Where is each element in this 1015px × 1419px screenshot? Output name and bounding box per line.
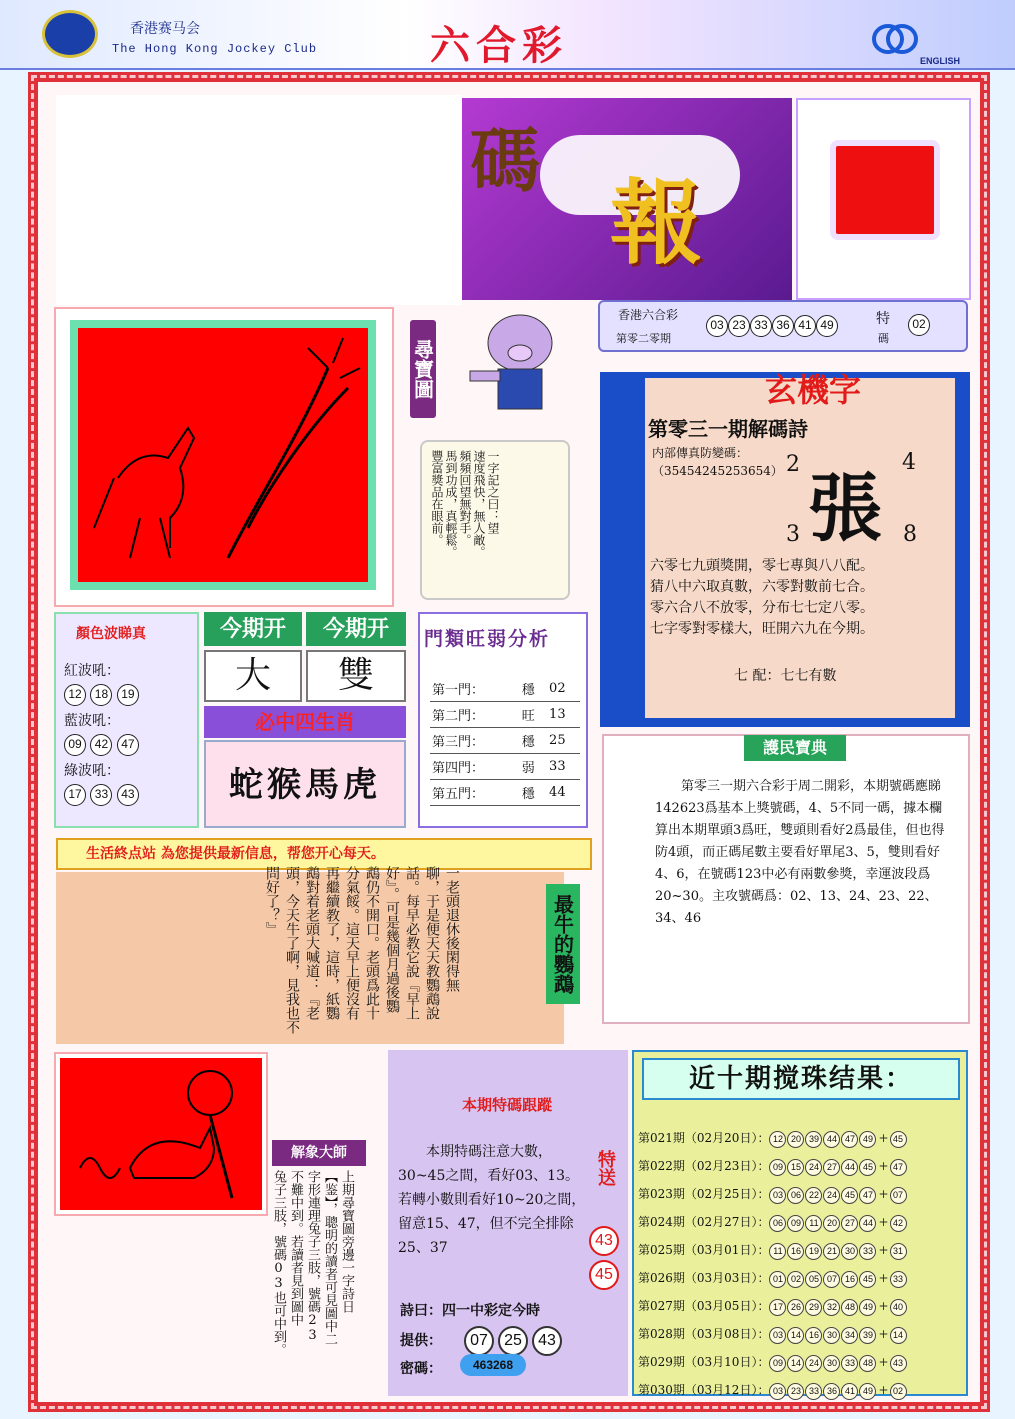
draw-label: 第030期（03月12日）： bbox=[638, 1383, 770, 1397]
wave-ball: 09 bbox=[64, 734, 86, 756]
draw-ball: 14 bbox=[787, 1355, 804, 1372]
table-row bbox=[430, 780, 580, 806]
list-item bbox=[638, 1236, 908, 1264]
draw-ball: 14 bbox=[787, 1327, 804, 1344]
rabbit-picture bbox=[56, 1054, 266, 1214]
xuanji-verse bbox=[650, 556, 874, 640]
draw-ball: 16 bbox=[805, 1327, 822, 1344]
corner-digit: 3 bbox=[786, 522, 800, 547]
special-send-balls bbox=[589, 1226, 623, 1294]
pig-mascot-icon bbox=[450, 305, 580, 425]
wave-ball: 19 bbox=[117, 684, 139, 706]
list-item bbox=[638, 1124, 908, 1152]
door-number: 44 bbox=[547, 780, 580, 806]
banner-char-bao: 報 bbox=[610, 169, 703, 277]
story-line: 分氣餒。這天早上便沒有 bbox=[344, 866, 360, 1020]
draw-ball: 20 bbox=[787, 1131, 804, 1148]
wave-ball: 17 bbox=[64, 784, 86, 806]
draw-ball: 47 bbox=[859, 1187, 876, 1204]
wave-ball: 33 bbox=[90, 784, 112, 806]
blue-wave-label: 藍波吼： bbox=[64, 713, 120, 729]
draw-ball: 33 bbox=[841, 1355, 858, 1372]
draw-ball: 24 bbox=[823, 1187, 840, 1204]
provide-ball: 25 bbox=[498, 1326, 528, 1356]
draw-label: 第027期（03月05日）： bbox=[638, 1299, 770, 1313]
result-period: 第零二零期 bbox=[616, 332, 671, 345]
horse-drawing-icon bbox=[78, 328, 368, 582]
special-label-ma: 碼 bbox=[878, 332, 889, 345]
draw-ball: 48 bbox=[859, 1355, 876, 1372]
list-item bbox=[638, 1208, 908, 1236]
door-name: 第四門： bbox=[430, 754, 520, 780]
verse-line: 六零七九頭獎開，零七專與八八配。 bbox=[650, 558, 874, 574]
inside-fax-label: 内部傳真防變碼： bbox=[652, 446, 749, 460]
table-row bbox=[430, 728, 580, 754]
mystery-character: 張 bbox=[808, 466, 882, 552]
draw-ball: 49 bbox=[859, 1383, 876, 1400]
draw-ball: 02 bbox=[787, 1271, 804, 1288]
master-text bbox=[270, 1170, 355, 1398]
open-value-size: 大 bbox=[204, 650, 302, 702]
rings-icon[interactable] bbox=[870, 22, 920, 56]
plus-sign: + bbox=[878, 1383, 889, 1397]
verse-line: 猜八中六取真數，六零對數前七合。 bbox=[650, 579, 874, 595]
draw-ball: 36 bbox=[823, 1383, 840, 1400]
draw-ball: 30 bbox=[841, 1243, 858, 1260]
draw-ball: 09 bbox=[769, 1159, 786, 1176]
draw-ball: 27 bbox=[823, 1159, 840, 1176]
result-ball: 03 bbox=[706, 315, 728, 337]
draw-label: 第028期（03月08日）： bbox=[638, 1327, 770, 1341]
draw-ball: 19 bbox=[805, 1243, 822, 1260]
door-state: 穩 bbox=[520, 728, 547, 754]
club-name-cn: 香港赛马会 bbox=[130, 20, 200, 36]
password-value: 463268 bbox=[460, 1354, 526, 1376]
draw-special-ball: 02 bbox=[890, 1383, 907, 1400]
send-ball: 45 bbox=[589, 1260, 619, 1290]
draw-special-ball: 31 bbox=[890, 1243, 907, 1260]
xuanji-last-line: 七 配：七七有數 bbox=[734, 668, 837, 684]
draw-special-ball: 42 bbox=[890, 1215, 907, 1232]
draw-ball: 01 bbox=[769, 1271, 786, 1288]
story-title: 最牛的鸚鵡 bbox=[546, 884, 580, 1004]
lantern-icon bbox=[830, 140, 940, 240]
result-ball: 33 bbox=[750, 315, 772, 337]
story-line: 鵡對着老頭大喊道：『老 bbox=[304, 866, 320, 1020]
draw-ball: 27 bbox=[841, 1215, 858, 1232]
list-item bbox=[638, 1292, 908, 1320]
result-label: 香港六合彩 bbox=[618, 308, 679, 322]
door-state: 穩 bbox=[520, 676, 547, 702]
draw-ball: 49 bbox=[859, 1131, 876, 1148]
door-number: 02 bbox=[547, 676, 580, 702]
draw-ball: 03 bbox=[769, 1187, 786, 1204]
draw-ball: 26 bbox=[787, 1299, 804, 1316]
special-ball-value: 02 bbox=[908, 314, 930, 336]
color-wave-list bbox=[64, 660, 139, 810]
draw-ball: 49 bbox=[859, 1299, 876, 1316]
list-item bbox=[638, 1152, 908, 1180]
draw-ball: 44 bbox=[859, 1215, 876, 1232]
red-wave-label: 紅波吼： bbox=[64, 663, 120, 679]
draw-ball: 22 bbox=[805, 1187, 822, 1204]
draw-ball: 48 bbox=[841, 1299, 858, 1316]
plus-sign: + bbox=[878, 1159, 889, 1173]
draw-ball: 39 bbox=[805, 1131, 822, 1148]
table-row bbox=[430, 754, 580, 780]
special-tracking-header: 本期特碼跟蹤 bbox=[461, 1096, 552, 1114]
door-name: 第五門： bbox=[430, 780, 520, 806]
story-line: 問好了？』 bbox=[264, 866, 280, 936]
draw-ball: 09 bbox=[769, 1355, 786, 1372]
wave-ball: 47 bbox=[117, 734, 139, 756]
draw-label: 第026期（03月03日）： bbox=[638, 1271, 770, 1285]
draw-special-ball: 14 bbox=[890, 1327, 907, 1344]
plus-sign: + bbox=[878, 1271, 889, 1285]
door-state: 弱 bbox=[520, 754, 547, 780]
green-wave-label: 綠波吼： bbox=[64, 763, 120, 779]
blank-panel bbox=[56, 95, 462, 305]
draw-label: 第024期（02月27日）： bbox=[638, 1215, 770, 1229]
jockey-club-logo-icon[interactable] bbox=[42, 10, 98, 58]
banner-char-ma: 碼 bbox=[470, 119, 540, 202]
draw-ball: 05 bbox=[805, 1271, 822, 1288]
draw-ball: 45 bbox=[859, 1271, 876, 1288]
draw-ball: 44 bbox=[823, 1131, 840, 1148]
special-ball bbox=[908, 313, 930, 336]
open-header-1: 今期开 bbox=[204, 612, 302, 646]
master-line: 【鉴】，聰明的讀者可見圖中二 bbox=[322, 1170, 337, 1346]
draw-ball: 41 bbox=[841, 1383, 858, 1400]
story-line: 再繼續教了，這時，紙鸚 bbox=[324, 866, 340, 1020]
draw-label: 第029期（03月10日）： bbox=[638, 1355, 770, 1369]
draw-ball: 33 bbox=[859, 1243, 876, 1260]
wave-ball: 42 bbox=[90, 734, 112, 756]
corner-digit: 4 bbox=[902, 450, 916, 475]
draw-ball: 11 bbox=[769, 1243, 786, 1260]
plus-sign: + bbox=[878, 1215, 889, 1229]
zodiac-header: 必中四生肖 bbox=[204, 706, 406, 738]
draw-ball: 03 bbox=[769, 1327, 786, 1344]
draw-ball: 16 bbox=[787, 1243, 804, 1260]
door-analysis-title: 門類旺弱分析 bbox=[424, 628, 551, 650]
provide-ball: 07 bbox=[464, 1326, 494, 1356]
blue-wave-balls bbox=[64, 734, 139, 756]
recent-results-header: 近十期搅珠结果： bbox=[642, 1058, 960, 1100]
draw-ball: 45 bbox=[841, 1187, 858, 1204]
door-analysis-table bbox=[430, 676, 580, 806]
draw-ball: 07 bbox=[823, 1271, 840, 1288]
draw-ball: 29 bbox=[805, 1299, 822, 1316]
list-item bbox=[638, 1376, 908, 1404]
color-wave-title: 顏色波睇真 bbox=[76, 626, 146, 642]
draw-ball: 45 bbox=[859, 1159, 876, 1176]
table-row bbox=[430, 702, 580, 728]
rabbit-drawing-icon bbox=[60, 1058, 262, 1210]
english-link[interactable]: ENGLISH bbox=[920, 56, 961, 66]
verse-line: 七字零對零樣大，旺開六九在今期。 bbox=[650, 621, 874, 637]
recent-results-list bbox=[638, 1124, 908, 1404]
draw-ball: 30 bbox=[823, 1355, 840, 1372]
door-name: 第三門： bbox=[430, 728, 520, 754]
plus-sign: + bbox=[878, 1243, 889, 1257]
draw-ball: 09 bbox=[787, 1215, 804, 1232]
provide-ball: 43 bbox=[532, 1326, 562, 1356]
result-balls bbox=[706, 314, 838, 337]
draw-ball: 17 bbox=[769, 1299, 786, 1316]
draw-special-ball: 33 bbox=[890, 1271, 907, 1288]
special-tracking-text: 本期特碼注意大數，30~45之間，看好03、13。若轉小數則看好10~20之間，留意15、47，但不完全排除25、37 bbox=[398, 1144, 586, 1256]
door-number: 25 bbox=[547, 728, 580, 754]
result-ball: 41 bbox=[794, 315, 816, 337]
draw-ball: 20 bbox=[823, 1215, 840, 1232]
draw-ball: 16 bbox=[841, 1271, 858, 1288]
master-line: 字形連理兔子三肢，號碼23 bbox=[305, 1170, 320, 1343]
password-label: 密碼： bbox=[400, 1361, 442, 1377]
plus-sign: + bbox=[878, 1355, 889, 1369]
draw-special-ball: 07 bbox=[890, 1187, 907, 1204]
open-value-parity: 雙 bbox=[306, 650, 406, 702]
poem-line: 馬到功成，真輕鬆。 bbox=[444, 450, 458, 558]
special-label-te: 特 bbox=[876, 311, 890, 327]
draw-ball: 32 bbox=[823, 1299, 840, 1316]
open-header-2: 今期开 bbox=[306, 612, 406, 646]
draw-ball: 44 bbox=[841, 1159, 858, 1176]
story-line: 話。每早必教它說『早上 bbox=[404, 866, 420, 1020]
draw-label: 第023期（02月25日）： bbox=[638, 1187, 770, 1201]
story-line: 一老頭退休後閑得無 bbox=[444, 866, 460, 992]
treasure-map-label: 尋寶圖 bbox=[410, 320, 436, 418]
draw-ball: 34 bbox=[841, 1327, 858, 1344]
wave-ball: 12 bbox=[64, 684, 86, 706]
plus-sign: + bbox=[878, 1327, 889, 1341]
door-number: 13 bbox=[547, 702, 580, 728]
draw-ball: 06 bbox=[787, 1187, 804, 1204]
poem-line: 豐富獎品在眼前。 bbox=[430, 450, 444, 546]
draw-ball: 21 bbox=[823, 1243, 840, 1260]
draw-ball: 23 bbox=[787, 1383, 804, 1400]
draw-ball: 03 bbox=[769, 1383, 786, 1400]
horse-picture bbox=[70, 320, 376, 590]
result-ball: 23 bbox=[728, 315, 750, 337]
story-text bbox=[262, 866, 462, 1042]
poem-line: 速度飛快，無人敵。 bbox=[472, 450, 486, 558]
send-ball: 43 bbox=[589, 1226, 619, 1256]
xuanji-title: 玄機字 bbox=[765, 371, 862, 409]
poem-line: 頻頻回望無對手。 bbox=[458, 450, 472, 546]
list-item bbox=[638, 1264, 908, 1292]
provide-label: 提供： bbox=[400, 1333, 442, 1349]
draw-ball: 11 bbox=[805, 1215, 822, 1232]
zodiac-values: 蛇猴馬虎 bbox=[204, 740, 406, 828]
master-line: 上期尋寶圖旁邊一字詩日 bbox=[339, 1170, 354, 1313]
special-send-label: 特送 bbox=[595, 1150, 616, 1186]
lottery-title: 六合彩 bbox=[430, 22, 568, 69]
draw-ball: 39 bbox=[859, 1327, 876, 1344]
plus-sign: + bbox=[878, 1131, 889, 1145]
list-item bbox=[638, 1320, 908, 1348]
draw-ball: 24 bbox=[805, 1355, 822, 1372]
provide-balls bbox=[464, 1326, 566, 1356]
wave-ball: 43 bbox=[117, 784, 139, 806]
red-wave-balls bbox=[64, 684, 139, 706]
master-line: 兔子三肢，號碼03也可中到。 bbox=[271, 1170, 286, 1356]
door-state: 旺 bbox=[520, 702, 547, 728]
poem-line: 一字記之曰：望 bbox=[486, 450, 500, 534]
story-line: 鵡仍不開口。老頭爲此十 bbox=[364, 866, 380, 1020]
draw-label: 第021期（02月20日）： bbox=[638, 1131, 770, 1145]
draw-ball: 24 bbox=[805, 1159, 822, 1176]
master-line: 不難中到。若讀者見到圖中 bbox=[288, 1170, 303, 1326]
door-state: 穩 bbox=[520, 780, 547, 806]
master-header: 解象大師 bbox=[272, 1140, 366, 1166]
door-name: 第一門： bbox=[430, 676, 520, 702]
story-line: 聊，于是便天天教鸚鵡說 bbox=[424, 866, 440, 1020]
draw-ball: 33 bbox=[805, 1383, 822, 1400]
green-wave-balls bbox=[64, 784, 139, 806]
list-item bbox=[638, 1180, 908, 1208]
draw-label: 第022期（02月23日）： bbox=[638, 1159, 770, 1173]
treasure-poem bbox=[430, 450, 500, 590]
draw-ball: 15 bbox=[787, 1159, 804, 1176]
result-ball: 36 bbox=[772, 315, 794, 337]
draw-ball: 12 bbox=[769, 1131, 786, 1148]
draw-label: 第025期（03月01日）： bbox=[638, 1243, 770, 1257]
door-name: 第二門： bbox=[430, 702, 520, 728]
draw-special-ball: 43 bbox=[890, 1355, 907, 1372]
inside-fax-code: （3545424525365​4） bbox=[652, 464, 783, 478]
door-number: 33 bbox=[547, 754, 580, 780]
draw-ball: 30 bbox=[823, 1327, 840, 1344]
wave-ball: 18 bbox=[90, 684, 112, 706]
protect-header: 護民寶典 bbox=[744, 735, 846, 761]
list-item bbox=[638, 1348, 908, 1376]
plus-sign: + bbox=[878, 1187, 889, 1201]
life-station-bar: 生活終点站 為您提供最新信息，帮您开心每天。 bbox=[56, 838, 592, 870]
corner-digit: 2 bbox=[786, 452, 800, 477]
story-line: 頭，今天牛了啊，見我也不 bbox=[284, 866, 300, 1034]
result-ball: 49 bbox=[816, 315, 838, 337]
table-row bbox=[430, 676, 580, 702]
draw-special-ball: 45 bbox=[890, 1131, 907, 1148]
corner-digit: 8 bbox=[903, 522, 917, 547]
draw-special-ball: 47 bbox=[890, 1159, 907, 1176]
xuanji-poem-title: 第零三一期解碼詩 bbox=[648, 417, 808, 441]
draw-special-ball: 40 bbox=[890, 1299, 907, 1316]
draw-ball: 47 bbox=[841, 1131, 858, 1148]
plus-sign: + bbox=[878, 1299, 889, 1313]
verse-line: 詩曰：四一中彩定今時 bbox=[400, 1303, 540, 1319]
verse-line: 零六合八不放零，分布七七定八零。 bbox=[650, 600, 874, 616]
club-name-en: The Hong Kong Jockey Club bbox=[112, 42, 318, 56]
story-line: 好』。可是幾個月過後鸚 bbox=[384, 866, 400, 1013]
protect-text: 第零三一期六合彩于周二開彩，本期號碼應睇142623爲基本上獎號碼，4、5不同一碼，據本欄算出本期單頭3爲旺，雙頭則看好2爲最佳，但也得防4頭，而正碼尾數主要看好單尾3、5，雙則看好4、6，在號碼123中必有兩數參獎，幸運波段爲20~30。主攻號碼爲：02、13、24、23、22、34、46 bbox=[655, 779, 945, 926]
draw-ball: 06 bbox=[769, 1215, 786, 1232]
